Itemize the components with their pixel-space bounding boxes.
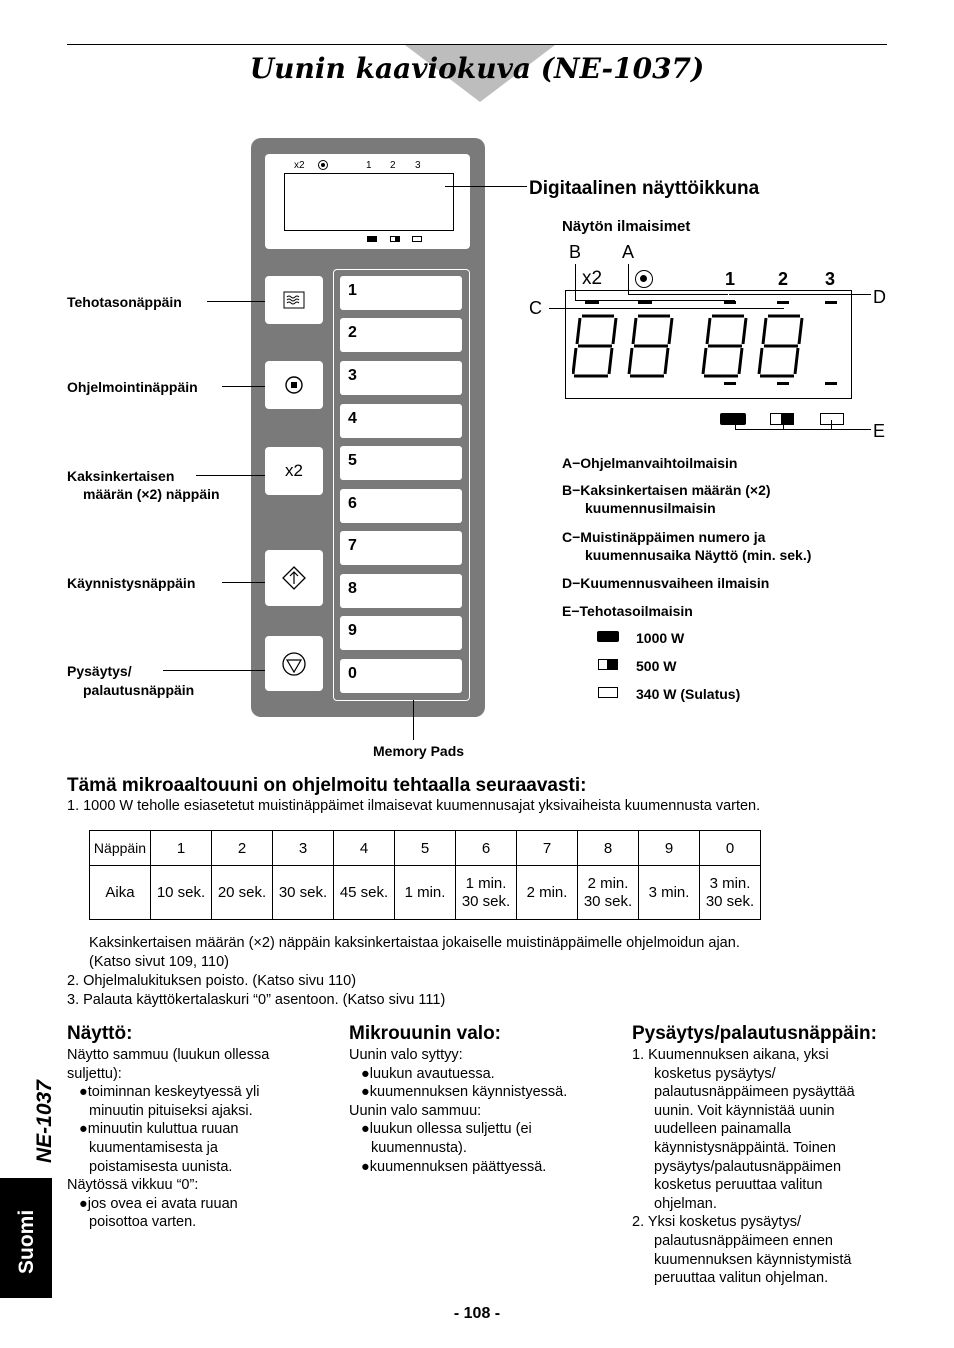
- bar-bottom-2: [777, 382, 789, 385]
- program-leader: [222, 386, 265, 387]
- start-leader: [222, 582, 265, 583]
- memory-pad-5[interactable]: 5: [340, 446, 462, 480]
- stop-reset-line: peruuttaa valitun ohjelman.: [654, 1270, 829, 1287]
- display-leader: [445, 186, 527, 187]
- double-leader: [196, 475, 265, 476]
- table-head-cell: 8: [578, 831, 639, 866]
- table-head-cell: 2: [212, 831, 273, 866]
- power-half-icon: [390, 236, 400, 242]
- table-row-label: Aika: [90, 866, 151, 920]
- start-icon: [281, 565, 307, 591]
- oven-light-line: Uunin valo syttyy:: [349, 1047, 463, 1063]
- display-section: [67, 1022, 332, 1232]
- program-label: Ohjelmointinäppäin: [67, 379, 198, 395]
- oven-light-line: ●luukun ollessa suljettu (ei: [361, 1121, 532, 1138]
- table-cell: 3 min. 30 sek.: [700, 866, 761, 920]
- stop-reset-button[interactable]: [265, 636, 323, 691]
- memory-pads-leader: [413, 700, 414, 740]
- memory-pad-4[interactable]: 4: [340, 404, 462, 438]
- memory-pads-label: Memory Pads: [373, 743, 465, 759]
- page-title: Uunin kaaviokuva (NE-1037): [249, 52, 705, 85]
- display-program-icon: [635, 270, 653, 288]
- table-head-cell: 3: [273, 831, 334, 866]
- legend-e: E−Tehotasoilmaisin: [562, 603, 693, 619]
- legend-b-cont: kuumennusilmaisin: [585, 500, 716, 516]
- display-line: suljettu):: [67, 1065, 122, 1082]
- program-icon: [284, 375, 304, 395]
- display-stage-2: 2: [778, 269, 789, 289]
- legend-power-half-icon: [598, 659, 618, 670]
- power-wave-icon: [283, 291, 305, 309]
- display-line: ●toiminnan keskeytyessä yli: [79, 1084, 260, 1101]
- panel-display-x2: x2: [294, 160, 305, 171]
- leader-a-h: [628, 294, 728, 295]
- stop-reset-line: pysäytys/palautusnäppäimen: [654, 1158, 842, 1175]
- stop-reset-line: 1. Kuumennuksen aikana, yksi: [632, 1047, 829, 1063]
- bar-stage-1: [724, 301, 736, 304]
- legend-power-500: 500 W: [636, 658, 677, 674]
- table-head-cell: 9: [639, 831, 700, 866]
- table-cell: 2 min. 30 sek.: [578, 866, 639, 920]
- display-heading: Digitaalinen näyttöikkuna: [529, 178, 760, 199]
- memory-pad-6[interactable]: 6: [340, 489, 462, 523]
- indicator-letter-c: C: [529, 298, 542, 318]
- legend-power-340: 340 W (Sulatus): [636, 686, 741, 702]
- table-head-cell: 4: [334, 831, 395, 866]
- side-language: Suomi: [15, 1209, 38, 1274]
- oven-light-line: ●kuumennuksen päättyessä.: [361, 1158, 547, 1175]
- stop-leader: [163, 670, 265, 671]
- table-head-cell: 5: [395, 831, 456, 866]
- display-power-defrost-icon: [820, 413, 844, 425]
- page-number: - 108 -: [453, 1305, 501, 1322]
- legend-power-defrost-icon: [598, 687, 618, 698]
- program-button[interactable]: [265, 361, 323, 409]
- factory-item-2: 2. Ohjelmalukituksen poisto. (Katso sivu 110): [67, 973, 357, 989]
- display-power-half-icon: [770, 413, 794, 425]
- table-cell: 2 min.: [517, 866, 578, 920]
- power-defrost-icon: [412, 236, 422, 242]
- display-line: ●jos ovea ei avata ruuan: [79, 1195, 238, 1212]
- memory-pad-0[interactable]: 0: [340, 659, 462, 693]
- start-button[interactable]: [265, 550, 323, 606]
- display-stage-1: 1: [725, 269, 736, 289]
- oven-light-line: ●luukun avautuessa.: [361, 1065, 495, 1082]
- oven-light-line: Uunin valo sammuu:: [349, 1102, 482, 1119]
- table-cell: 20 sek.: [212, 866, 273, 920]
- legend-power-full-icon: [597, 631, 619, 642]
- leader-e-h: [735, 429, 871, 430]
- oven-light-section: [349, 1022, 614, 1176]
- table-cell: 1 min.: [395, 866, 456, 920]
- stop-reset-line: uudelleen painamalla: [654, 1121, 792, 1138]
- stop-reset-line: ohjelman.: [654, 1195, 717, 1212]
- memory-pad-8[interactable]: 8: [340, 574, 462, 608]
- stop-reset-line: palautusnäppäimeen pysäyttää: [654, 1084, 855, 1101]
- table-head-cell: 7: [517, 831, 578, 866]
- table-cell: 1 min. 30 sek.: [456, 866, 517, 920]
- legend-b: B−Kaksinkertaisen määrän (×2): [562, 482, 771, 498]
- power-level-button[interactable]: [265, 276, 323, 324]
- display-power-full-icon: [720, 413, 746, 425]
- legend-a: A−Ohjelmanvaihtoilmaisin: [562, 455, 738, 471]
- display-section-heading: Näyttö:: [67, 1023, 133, 1044]
- indicator-letter-a: A: [622, 242, 635, 262]
- bar-bottom-3: [825, 382, 837, 385]
- table-head-key: Näppäin: [90, 831, 151, 866]
- display-line: kuumentamisesta ja: [89, 1139, 218, 1156]
- indicator-letter-d: D: [873, 287, 886, 307]
- memory-pad-1[interactable]: 1: [340, 276, 462, 310]
- oven-light-line: kuumennusta).: [371, 1139, 467, 1156]
- power-level-leader: [207, 301, 265, 302]
- legend-power-1000: 1000 W: [636, 630, 685, 646]
- power-full-icon: [367, 236, 377, 242]
- leader-d-h: [729, 294, 871, 295]
- panel-display-3: 3: [415, 160, 421, 171]
- indicator-letter-b: B: [569, 242, 582, 262]
- leader-a-v: [628, 264, 629, 294]
- table-cell: 3 min.: [639, 866, 700, 920]
- bar-indicator-a: [638, 301, 652, 304]
- table-row: [90, 866, 761, 920]
- memory-pad-time-table: [89, 830, 761, 920]
- leader-c-h: [549, 308, 784, 309]
- stop-reset-line: kosketus pysäytys/: [654, 1065, 776, 1082]
- table-head-cell: 1: [151, 831, 212, 866]
- table-cell: 45 sek.: [334, 866, 395, 920]
- legend-d: D−Kuumennusvaiheen ilmaisin: [562, 575, 770, 591]
- bar-bottom-1: [724, 382, 736, 385]
- double-label-line2: määrän (×2) näppäin: [83, 486, 220, 502]
- seven-segment-digits: [572, 312, 812, 380]
- indicator-letter-e: E: [873, 421, 886, 441]
- start-label: Käynnistysnäppäin: [67, 575, 196, 591]
- stop-label-line1: Pysäytys/: [67, 663, 132, 679]
- leader-b-v: [575, 264, 576, 300]
- bar-stage-3: [825, 301, 837, 304]
- display-line: ●minuutin kuluttua ruuan: [79, 1121, 239, 1138]
- stop-reset-line: palautusnäppäimeen ennen: [654, 1232, 833, 1249]
- factory-item-3: 3. Palauta käyttökertalaskuri “0” asentoon. (Katso sivu 111): [67, 992, 446, 1008]
- memory-pad-2[interactable]: 2: [340, 318, 462, 352]
- oven-light-heading: Mikrouunin valo:: [349, 1023, 501, 1044]
- table-cell: 30 sek.: [273, 866, 334, 920]
- memory-pad-9[interactable]: 9: [340, 616, 462, 650]
- factory-note-2: (Katso sivut 109, 110): [89, 954, 229, 970]
- table-head-cell: 6: [456, 831, 517, 866]
- stop-reset-line: uunin. Voit käynnistää uunin: [654, 1102, 835, 1119]
- memory-pad-3[interactable]: 3: [340, 361, 462, 395]
- stop-reset-line: 2. Yksi kosketus pysäytys/: [632, 1214, 801, 1231]
- display-line: minuutin pituiseksi ajaksi.: [89, 1102, 253, 1119]
- double-label-line1: Kaksinkertaisen: [67, 468, 175, 484]
- bar-indicator-b: [585, 301, 599, 304]
- panel-display-1: 1: [366, 160, 372, 171]
- memory-pad-7[interactable]: 7: [340, 531, 462, 565]
- side-model: NE-1037: [33, 1080, 56, 1163]
- indicators-title: Näytön ilmaisimet: [562, 218, 691, 235]
- display-line: Näytössä vikkuu “0”:: [67, 1177, 199, 1194]
- panel-display-2: 2: [390, 160, 396, 171]
- factory-heading: Tämä mikroaaltouuni on ohjelmoitu tehtaalla seuraavasti:: [67, 775, 587, 796]
- stop-reset-section: [632, 1022, 902, 1288]
- display-stage-3: 3: [825, 269, 836, 289]
- factory-note-1: Kaksinkertaisen määrän (×2) näppäin kaksinkertaistaa jokaiselle muistinäppäimelle ohjelmoidun ajan.: [89, 935, 740, 951]
- panel-display-window: [284, 173, 454, 231]
- stop-label-line2: palautusnäppäin: [83, 682, 195, 698]
- legend-c-cont: kuumennusaika Näyttö (min. sek.): [585, 547, 812, 563]
- table-head-cell: 0: [700, 831, 761, 866]
- factory-item-1: 1. 1000 W teholle esiasetetut muistinäppäimet ilmaisevat kuumennusajat yksivaiheista kuumennusta varten.: [67, 798, 761, 814]
- display-line: poistamisesta uunista.: [89, 1158, 233, 1175]
- table-header-row: [90, 831, 761, 866]
- stop-reset-line: kosketus peruuttaa valitun: [654, 1177, 823, 1194]
- display-line: Näytto sammuu (luukun ollessa: [67, 1047, 270, 1063]
- stop-reset-line: kuumennuksen käynnistymistä: [654, 1251, 852, 1268]
- bar-stage-2: [777, 301, 789, 304]
- legend-c: C−Muistinäppäimen numero ja: [562, 529, 766, 545]
- double-quantity-button[interactable]: [265, 447, 323, 495]
- stop-reset-line: käynnistysnäppäintä. Toinen: [654, 1139, 836, 1156]
- double-quantity-label: x2: [285, 461, 303, 480]
- power-level-label: Tehotasonäppäin: [67, 294, 182, 310]
- stop-icon: [281, 651, 307, 677]
- oven-light-line: ●kuumennuksen käynnistyessä.: [361, 1084, 568, 1101]
- program-indicator-icon: [318, 160, 328, 170]
- table-cell: 10 sek.: [151, 866, 212, 920]
- display-x2: x2: [582, 268, 603, 289]
- stop-reset-heading: Pysäytys/palautusnäppäin:: [632, 1023, 877, 1044]
- display-line: poisottoa varten.: [89, 1214, 197, 1231]
- leader-b-h: [575, 300, 735, 301]
